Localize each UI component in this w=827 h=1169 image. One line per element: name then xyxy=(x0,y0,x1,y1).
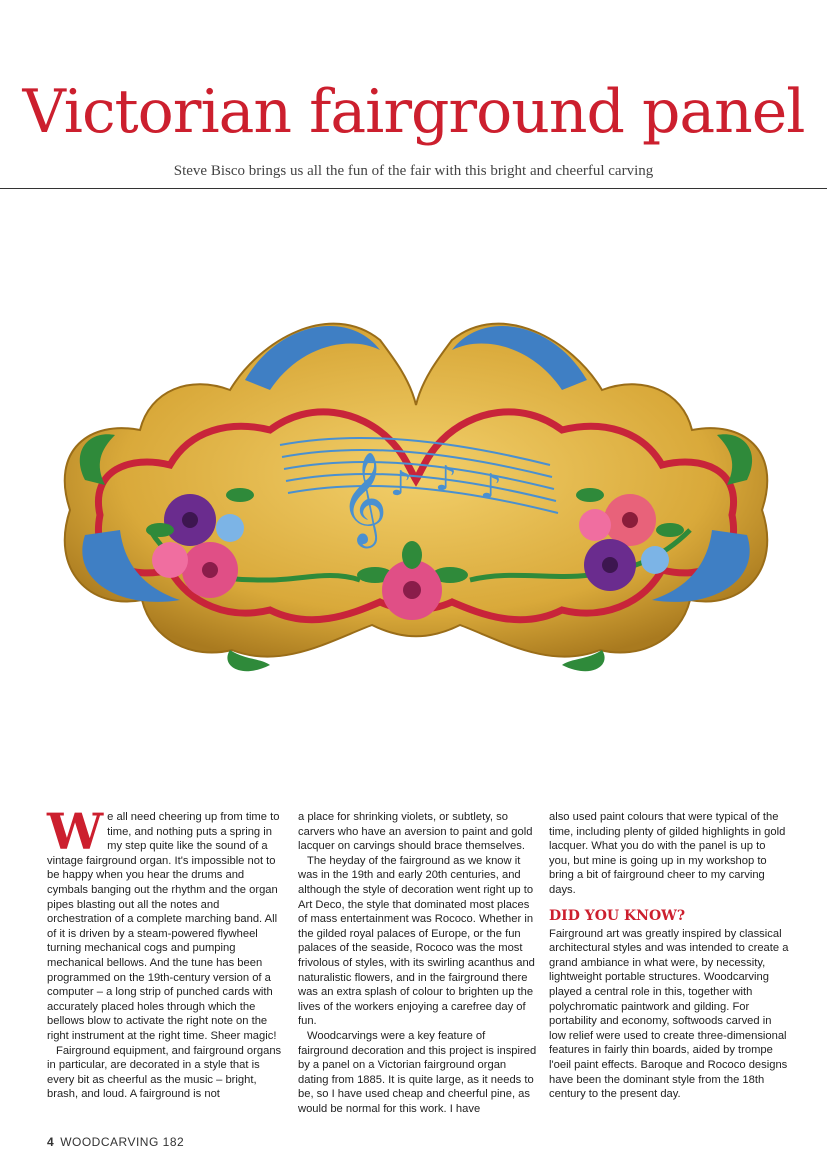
page-title: Victorian fairground panel xyxy=(22,77,805,147)
svg-text:♪: ♪ xyxy=(435,459,457,499)
carved-fairground-panel-photo xyxy=(30,280,802,700)
body-paragraph: Woodcarvings were a key feature of fairground decoration and this project is inspired by a panel on a Victorian fairground organ dating from 1885. It is quite large, as it needs to be, so I have used cheap and cheerful pine, as would be normal for this work. I have xyxy=(298,1029,537,1115)
did-you-know-body: Fairground art was greatly inspired by classical architectural styles and was intended to create a grand ambiance in what were, by necessity, lightweight portable structures. Woodcarving played a central role in this, together with polychromatic paintwork and gilding. For portability and economy, softwoods carved in low relief were used to create three-dimensional features in fairly thin boards, aided by trompe l'oeil paint effects. Baroque and Rococo designs have been the dominant style from the 18th century to the present day. xyxy=(549,927,789,1101)
body-paragraph: a place for shrinking violets, or subtlety, so carvers who have an aversion to paint and gold lacquer on carvings should brace themselves. xyxy=(298,811,533,853)
header-divider xyxy=(0,188,827,189)
article-column-1 xyxy=(47,802,287,1102)
body-paragraph: The heyday of the fairground as we know it was in the 19th and early 20th centuries, and although the style of decoration went right up to Art Deco, the style that dominated most places of mass entertainment was Rococo. Whether in the gilded royal palaces of Europe, or the fun palaces of the seaside, Rococo was the most frivolous of styles, with its swirling acanthus and naturalistic flowers, and in the fairground there was an extra splash of colour to brighten up the lives of the workers enjoying a carefree day of fun. xyxy=(298,854,535,1028)
standfirst: Steve Bisco brings us all the fun of the fair with this bright and cheerful carving xyxy=(173,163,654,179)
body-paragraph: also used paint colours that were typical of the time, including plenty of gilded highlights in gold lacquer. What you do with the panel is up to you, but mine is going up in my workshop to bring a bit of fairground cheer to my carving days. xyxy=(549,811,786,896)
intro-paragraph: e all need cheering up from time to time, and nothing puts a spring in my step quite like the sound of a vintage fairground organ. It's impossible not to be happy when you hear the drums and cymbals banging out the rhythm and the organ pipes blasting out all the notes and orchestration of a complete marching band. All of it is driven by a steam-powered flywheel turning mechanical cogs and pumping mechanical bellows. And the tune has been programmed on the 19th-century version of a computer – a long strip of punched cards with accurately placed holes through which the bellows blow to activate the right note on the right instrument at the right time. Sheer magic! xyxy=(47,811,280,1042)
article-column-3 xyxy=(549,810,789,1102)
body-paragraph: Fairground equipment, and fairground organs in particular, are decorated in a style that is every bit as cheerful as the music – bright, brash, and loud. A fairground is not xyxy=(47,1044,282,1101)
drop-cap: W xyxy=(47,802,104,861)
article-column-2 xyxy=(298,810,538,1116)
magazine-issue: WOODCARVING 182 xyxy=(60,1135,185,1149)
page-number: 4 xyxy=(47,1135,55,1149)
treble-clef-icon: 𝄞 xyxy=(340,451,388,544)
page-footer xyxy=(47,1135,184,1149)
did-you-know-heading: DID YOU KNOW? xyxy=(549,907,686,924)
svg-text:♪: ♪ xyxy=(480,467,502,507)
svg-text:♪: ♪ xyxy=(390,464,412,504)
